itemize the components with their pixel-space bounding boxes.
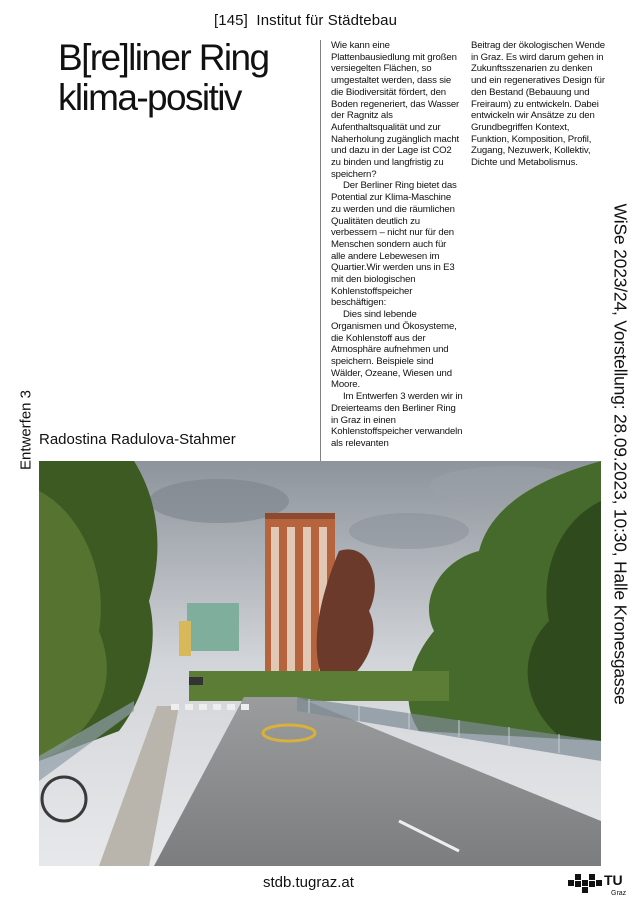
event-info: WiSe 2023/24, Vorstellung: 28.09.2023, 10:30, Halle Kronesgasse (610, 203, 631, 705)
tu-graz-logo (568, 871, 628, 897)
title-line-1: B[re]liner Ring (58, 37, 269, 78)
title-line-2: klima-positiv (58, 77, 241, 118)
street-photo (39, 461, 601, 866)
footer-url: stdb.tugraz.at (263, 874, 354, 891)
body-text-column-2 (471, 40, 607, 169)
street-photo-icon (39, 461, 601, 866)
course-label: Entwerfen 3 (17, 389, 35, 471)
paragraph: Beitrag der ökologischen Wende in Graz. Es wird darum gehen in Zukunftsszenarien zu denken und ein regeneratives Design für den Bestand (Bebauung und Freiraum) zu entwickeln. Dabei entwickeln wir Ansätze zu den Grundbegriffen Kontext, Funktion, Komposition, Profil, Zugang, Nezuwerk, Kollektiv, Dichte und Metabolismus. (471, 40, 605, 169)
issue-number: [145] (214, 12, 248, 29)
header-institute (214, 12, 397, 29)
institute-name: Institut für Städtebau (256, 12, 398, 29)
body-text-column-1 (331, 40, 463, 450)
logo-tu-text: TU (604, 872, 623, 888)
paragraph: Der Berliner Ring bietet das Potential zur Klima-Maschine zu werden und die räumlichen Qualitäten deutlich zu verbessern – nicht nur für den Menschen sondern auch für alle andere Lebewesen im Quartier.Wir werden uns in E3 mit den biologischen Kohlenstoffspeicher beschäftigen: (331, 180, 457, 309)
paragraph: Im Entwerfen 3 werden wir in Dreierteams den Berliner Ring in Graz in einen Kohlenstoffspeicher verwandeln als relevanten (331, 391, 463, 449)
page-title (58, 38, 268, 118)
paragraph: Dies sind lebende Organismen und Ökosysteme, die Kohlenstoff aus der Atmosphäre aufnehmen und speichern. Beispiele sind Wälder, Ozeane, Wiesen und Moore. (331, 309, 457, 391)
paragraph: Wie kann eine Plattenbausiedlung mit großen versiegelten Flächen, so umgestaltet werden, dass sie die Biodiversität fördert, den Boden regeneriert, das Wasser der Ragnitz als Aufenthaltsqualität und zur Naherholung zugänglich macht und dazu in der Lage ist CO2 zu binden und langfristig zu speichern? (331, 40, 460, 180)
logo-graz-text: Graz (611, 890, 627, 897)
author-name: Radostina Radulova-Stahmer (39, 431, 236, 448)
